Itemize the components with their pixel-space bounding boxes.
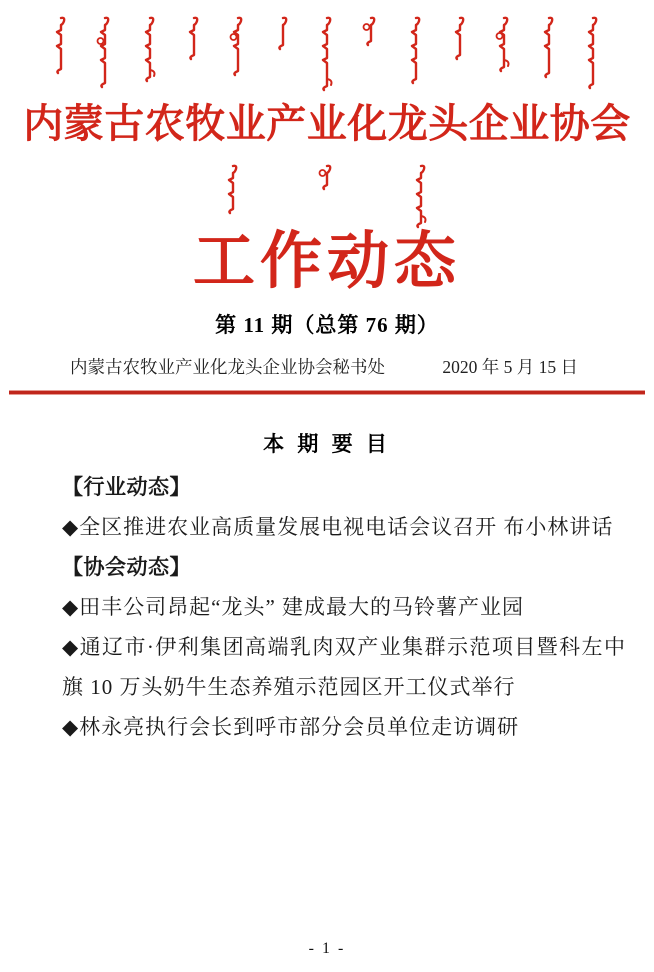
toc-item: ◆田丰公司昂起“龙头” 建成最大的马铃薯产业园 bbox=[62, 595, 525, 620]
publisher-name: 内蒙古农牧业产业化龙头企业协会秘书处 bbox=[70, 357, 385, 378]
toc-item: ◆通辽市·伊利集团高端乳肉双产业集群示范项目暨科左中旗 10 万头奶牛生态养殖示范园区开工仪式举行 bbox=[62, 635, 626, 700]
mongolian-glyph-icon bbox=[229, 16, 247, 85]
byline bbox=[0, 354, 654, 379]
toc-section-label: 【行业动态】 bbox=[62, 475, 191, 500]
issue-number: 第 11 期（总第 76 期） bbox=[215, 313, 439, 338]
mongolian-glyph-icon bbox=[52, 16, 70, 83]
toc-section-label: 【协会动态】 bbox=[62, 555, 191, 580]
issue-date: 2020 年 5 月 15 日 bbox=[442, 357, 578, 378]
toc-list bbox=[0, 467, 654, 747]
mongolian-glyph-icon bbox=[584, 16, 602, 98]
toc-heading: 本 期 要 目 bbox=[263, 432, 391, 457]
mongolian-script-top-icon bbox=[52, 16, 602, 94]
mongolian-glyph-icon bbox=[224, 164, 242, 223]
mongolian-glyph-icon bbox=[407, 16, 425, 93]
document-page bbox=[0, 16, 654, 957]
page-title: 内蒙古农牧业产业化龙头企业协会 bbox=[23, 101, 631, 146]
mongolian-glyph-icon bbox=[540, 16, 558, 87]
mongolian-glyph-icon bbox=[412, 164, 430, 237]
mongolian-glyph-icon bbox=[318, 16, 336, 100]
header-rule-divider bbox=[9, 390, 645, 395]
mongolian-glyph-icon bbox=[96, 16, 114, 97]
mongolian-glyph-icon bbox=[274, 16, 292, 59]
mongolian-glyph-icon bbox=[495, 16, 513, 81]
masthead-title: 工作动态 bbox=[192, 228, 461, 296]
mongolian-glyph-icon bbox=[362, 16, 380, 55]
mongolian-glyph-icon bbox=[185, 16, 203, 69]
toc-item: ◆林永亮执行会长到呼市部分会员单位走访调研 bbox=[62, 715, 520, 740]
page-number: - 1 - bbox=[308, 940, 346, 957]
toc-item: ◆全区推进农业高质量发展电视电话会议召开 布小林讲话 bbox=[62, 515, 614, 540]
mongolian-glyph-icon bbox=[141, 16, 159, 91]
mongolian-glyph-icon bbox=[451, 16, 469, 69]
mongolian-script-mid-icon bbox=[0, 164, 654, 228]
mongolian-glyph-icon bbox=[318, 164, 336, 199]
